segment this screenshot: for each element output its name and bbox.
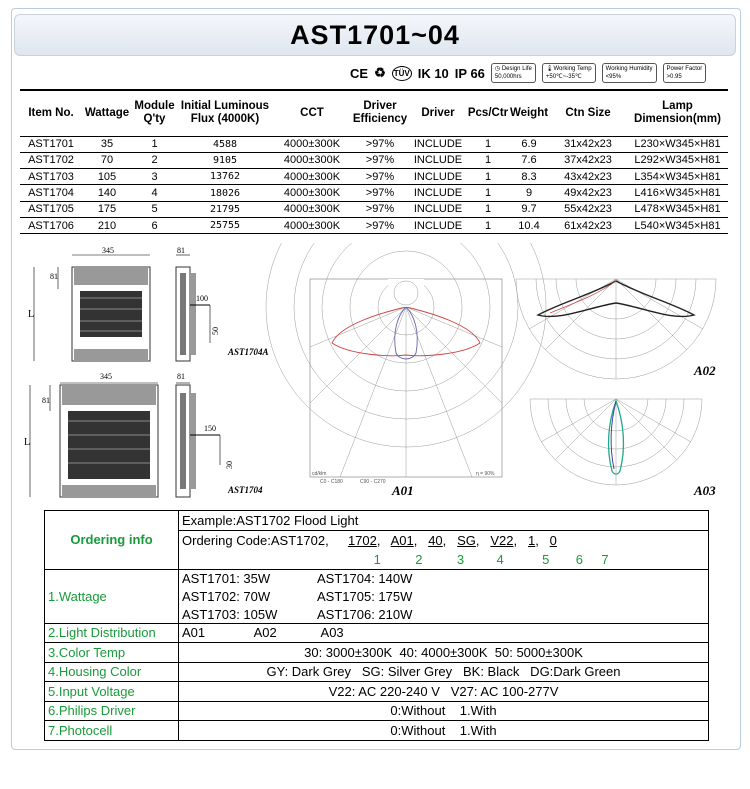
spec-cell: >97%	[351, 152, 409, 168]
photocell-value: 0:Without 1.With	[179, 721, 709, 741]
spec-table	[20, 89, 728, 234]
spec-cell: AST1701	[20, 136, 82, 152]
fixture-bottom-side	[176, 383, 220, 497]
spec-cell: 31x42x23	[549, 136, 627, 152]
spec-cell: AST1702	[20, 152, 82, 168]
spec-cell: 4000±300K	[273, 152, 351, 168]
spec-cell: 2	[132, 152, 177, 168]
top-side-depth-dim: 81	[177, 246, 185, 255]
spec-header-row	[20, 90, 728, 136]
spec-row	[20, 152, 728, 168]
top-bracket2-dim: 50	[211, 327, 220, 335]
polar-plot-a03	[530, 399, 702, 485]
spec-cell: 4000±300K	[273, 169, 351, 185]
ordering-code-cell: Ordering Code:AST1702, 1702, A01, 40, SG, V22, 1, 0	[179, 530, 709, 550]
spec-cell: >97%	[351, 185, 409, 201]
spec-cell: 1	[132, 136, 177, 152]
wattage-values	[179, 569, 709, 623]
code-1: 1702	[347, 532, 377, 548]
spec-cell: 5	[132, 201, 177, 217]
color-temp-value: 30: 3000±300K 40: 4000±300K 50: 5000±300K	[179, 643, 709, 663]
label-ast1704a: AST1704A	[228, 347, 269, 357]
polar-plot-a02	[516, 279, 716, 379]
spec-cell: INCLUDE	[409, 169, 467, 185]
code-num-6: 6	[575, 551, 583, 567]
spec-cell: 55x42x23	[549, 201, 627, 217]
spec-cell: 37x42x23	[549, 152, 627, 168]
working-temp-badge: 🌡Working Temp +50℃~-35℃	[542, 63, 596, 83]
fixture-top-side	[176, 255, 210, 361]
spec-cell: 4000±300K	[273, 217, 351, 233]
a01-unit: cd/klm	[312, 471, 327, 477]
distribution-item: A02	[253, 625, 277, 641]
col-weight: Weight	[509, 90, 549, 136]
col-pcs: Pcs/Ctr	[467, 90, 509, 136]
design-life-badge: ◷ Design Life 50,000hrs	[491, 63, 536, 83]
top-length-dim: L	[28, 309, 35, 320]
code-num-2: 2	[415, 551, 423, 567]
spec-cell: 140	[82, 185, 132, 201]
power-factor-badge: Power Factor >0.95	[663, 63, 707, 83]
wattage-item: AST1706: 210W	[317, 606, 413, 622]
spec-cell: INCLUDE	[409, 152, 467, 168]
spec-cell: 7.6	[509, 152, 549, 168]
photocell-label: 7.Photocell	[45, 721, 179, 741]
col-module: Module Q'ty	[132, 90, 177, 136]
col-cct: CCT	[273, 90, 351, 136]
spec-cell: 9	[509, 185, 549, 201]
housing-label: 4.Housing Color	[45, 662, 179, 682]
spec-cell: 25755	[177, 217, 273, 233]
spec-cell: 13762	[177, 169, 273, 185]
code-3: 40	[428, 532, 443, 548]
spec-cell: 175	[82, 201, 132, 217]
top-width-dim: 345	[102, 246, 114, 255]
bottom-bracket-dim: 150	[204, 424, 216, 433]
col-flux: Initial Luminous Flux (4000K)	[177, 90, 273, 136]
spec-cell: 6	[132, 217, 177, 233]
voltage-label: 5.Input Voltage	[45, 682, 179, 702]
row-color-temp	[45, 643, 709, 663]
top-bracket-dim: 100	[196, 294, 208, 303]
spec-cell: 8.3	[509, 169, 549, 185]
drawings-area	[20, 243, 732, 505]
color-temp-label: 3.Color Temp	[45, 643, 179, 663]
spec-cell: INCLUDE	[409, 136, 467, 152]
code-6: 1	[527, 532, 536, 548]
spec-cell: 105	[82, 169, 132, 185]
label-a01: A01	[392, 483, 414, 498]
row-distribution	[45, 623, 709, 643]
ce-recycle-icon: ♻	[374, 65, 386, 80]
spec-cell: >97%	[351, 169, 409, 185]
ordering-code-prefix: Ordering Code:AST1702,	[182, 532, 329, 548]
row-voltage	[45, 682, 709, 702]
bottom-width-dim: 345	[100, 372, 112, 381]
a01-legend-1: C0 - C180	[320, 479, 343, 485]
spec-cell: AST1706	[20, 217, 82, 233]
wattage-item: AST1702: 70W	[182, 588, 271, 604]
spec-cell: AST1703	[20, 169, 82, 185]
voltage-value: V22: AC 220-240 V V27: AC 100-277V	[179, 682, 709, 702]
spec-cell: >97%	[351, 217, 409, 233]
col-driver: Driver	[409, 90, 467, 136]
spec-cell: 1	[467, 201, 509, 217]
spec-body	[20, 136, 728, 234]
label-ast1704: AST1704	[228, 485, 263, 495]
distribution-item: A01	[182, 625, 206, 641]
code-num-3: 3	[456, 551, 465, 567]
spec-cell: 6.9	[509, 136, 549, 152]
code-num-7: 7	[601, 551, 609, 567]
col-item: Item No.	[20, 90, 82, 136]
row-driver	[45, 701, 709, 721]
col-wattage: Wattage	[82, 90, 132, 136]
wattage-item: AST1705: 175W	[317, 588, 413, 604]
code-7: 0	[549, 532, 557, 548]
spec-cell: 4	[132, 185, 177, 201]
bottom-length-dim: L	[24, 437, 31, 448]
code-2: A01	[390, 532, 414, 548]
spec-cell: L416×W345×H81	[627, 185, 728, 201]
spec-cell: INCLUDE	[409, 201, 467, 217]
spec-cell: 4000±300K	[273, 136, 351, 152]
distribution-item: A03	[320, 625, 344, 641]
distribution-values	[179, 623, 709, 643]
spec-cell: L230×W345×H81	[627, 136, 728, 152]
ordering-info-label: Ordering info	[45, 511, 179, 570]
code-num-1: 1	[373, 551, 381, 567]
ordering-table	[44, 510, 709, 741]
bottom-depth-dim: 81	[42, 396, 50, 405]
spec-row	[20, 185, 728, 201]
housing-value: GY: Dark Grey SG: Silver Grey BK: Black DG:Dark Green	[179, 662, 709, 682]
page-title: AST1701~04	[290, 20, 460, 50]
spec-cell: L292×W345×H81	[627, 152, 728, 168]
working-humidity-badge: Working Humidity <95%	[602, 63, 657, 83]
wattage-item: AST1701: 35W	[182, 570, 271, 586]
bottom-bracket2-dim: 30	[225, 461, 234, 469]
row-photocell	[45, 721, 709, 741]
spec-cell: 1	[467, 136, 509, 152]
spec-cell: 1	[467, 185, 509, 201]
spec-cell: 1	[467, 217, 509, 233]
spec-cell: L478×W345×H81	[627, 201, 728, 217]
top-depth-dim: 81	[50, 272, 58, 281]
ip-rating: IP 66	[454, 65, 485, 81]
driver-label: 6.Philips Driver	[45, 701, 179, 721]
code-num-5: 5	[542, 551, 550, 567]
spec-cell: 21795	[177, 201, 273, 217]
polar-plot-a01	[266, 243, 546, 477]
driver-value: 0:Without 1.With	[179, 701, 709, 721]
wattage-item: AST1704: 140W	[317, 570, 413, 586]
spec-cell: 18026	[177, 185, 273, 201]
spec-cell: 4000±300K	[273, 201, 351, 217]
row-wattage	[45, 569, 709, 623]
spec-row	[20, 201, 728, 217]
spec-cell: 35	[82, 136, 132, 152]
thermometer-icon: 🌡	[545, 66, 554, 72]
spec-row	[20, 136, 728, 152]
spec-cell: 1	[467, 152, 509, 168]
bottom-side-depth-dim: 81	[177, 372, 185, 381]
ce-mark: CE	[350, 65, 369, 81]
spec-cell: 10.4	[509, 217, 549, 233]
code-5: V22	[490, 532, 514, 548]
fixture-top-front	[34, 255, 150, 361]
spec-cell: AST1704	[20, 185, 82, 201]
ordering-header-row	[45, 511, 709, 531]
ik-rating: IK 10	[417, 65, 449, 81]
code-num-4: 4	[496, 551, 504, 567]
distribution-label: 2.Light Distribution	[45, 623, 179, 643]
spec-cell: AST1705	[20, 201, 82, 217]
ordering-example: Example:AST1702 Flood Light	[179, 511, 709, 531]
wattage-label: 1.Wattage	[45, 569, 179, 623]
spec-cell: INCLUDE	[409, 185, 467, 201]
spec-cell: 70	[82, 152, 132, 168]
code-number-cell	[179, 550, 709, 570]
a01-efficiency: η = 90%	[476, 471, 495, 477]
spec-cell: 9105	[177, 152, 273, 168]
spec-cell: 3	[132, 169, 177, 185]
spec-cell: >97%	[351, 136, 409, 152]
col-ctn: Ctn Size	[549, 90, 627, 136]
spec-cell: L540×W345×H81	[627, 217, 728, 233]
clock-icon: ◷	[494, 66, 501, 72]
a01-legend-2: C90 - C270	[360, 479, 386, 485]
spec-cell: 49x42x23	[549, 185, 627, 201]
spec-cell: 1	[467, 169, 509, 185]
spec-row	[20, 169, 728, 185]
spec-cell: 4000±300K	[273, 185, 351, 201]
spec-cell: 4588	[177, 136, 273, 152]
row-housing	[45, 662, 709, 682]
spec-cell: L354×W345×H81	[627, 169, 728, 185]
col-driver-eff: Driver Efficiency	[351, 90, 409, 136]
tuv-icon: TÜV	[392, 66, 412, 81]
wattage-item: AST1703: 105W	[182, 606, 278, 622]
certification-row	[350, 62, 740, 84]
spec-cell: INCLUDE	[409, 217, 467, 233]
col-dimension: Lamp Dimension(mm)	[627, 90, 728, 136]
label-a03: A03	[694, 483, 716, 498]
spec-cell: 61x42x23	[549, 217, 627, 233]
spec-row	[20, 217, 728, 233]
spec-cell: 43x42x23	[549, 169, 627, 185]
code-4: SG	[457, 532, 476, 548]
spec-cell: 9.7	[509, 201, 549, 217]
title-bar	[14, 14, 736, 56]
drawings-svg	[20, 243, 732, 505]
spec-cell: 210	[82, 217, 132, 233]
label-a02: A02	[694, 363, 716, 378]
spec-cell: >97%	[351, 201, 409, 217]
